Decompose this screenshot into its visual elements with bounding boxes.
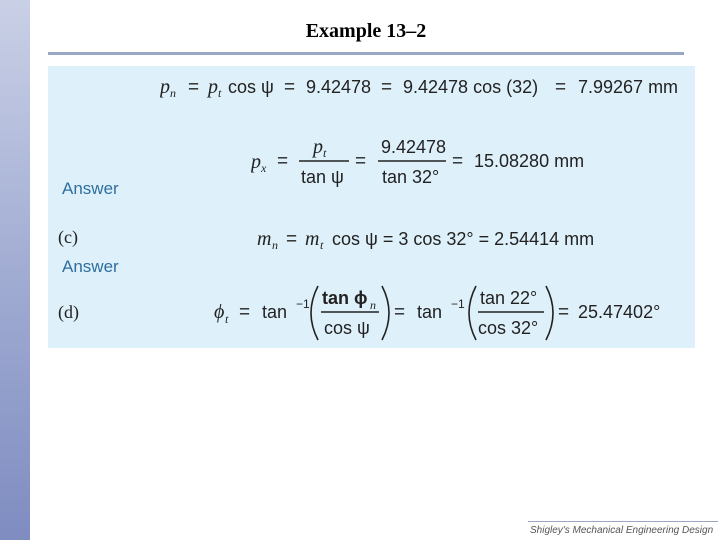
svg-text:=: = [286, 229, 298, 250]
side-decoration-bar [0, 0, 30, 540]
phit-num2: tan 22° [480, 288, 538, 308]
paren-left-1 [311, 286, 318, 340]
pn-lhs: p [160, 76, 170, 98]
phit-den1: cos ψ [324, 318, 370, 338]
svg-text:=: = [188, 77, 200, 98]
svg-text:=: = [394, 302, 406, 323]
phit-sup-1: −1 [296, 297, 310, 311]
svg-text:=: = [452, 151, 464, 172]
svg-text:=: = [558, 302, 570, 323]
pn-value-2: 9.42478 cos (32) [403, 77, 539, 97]
title-underline [48, 52, 684, 55]
equation-mn [257, 224, 637, 254]
answer-label-2: Answer [62, 257, 119, 276]
equation-phit [214, 282, 674, 344]
footer-rule [528, 521, 718, 522]
pn-cos-psi: cos ψ [228, 77, 274, 97]
phit-tan-1: tan [262, 302, 288, 322]
pn-term1: p [208, 76, 218, 98]
equation-px [251, 133, 611, 193]
answer-label-1: Answer [62, 179, 119, 198]
paren-left-2 [469, 286, 476, 340]
phit-sup-2: −1 [451, 297, 465, 311]
part-c-label: (c) [58, 227, 78, 247]
paren-right-2 [546, 286, 553, 340]
svg-text:=: = [239, 302, 251, 323]
part-d-label: (d) [58, 302, 79, 322]
px-lhs-sub: x [261, 161, 267, 175]
paren-right-1 [382, 286, 389, 340]
slide-title: Example 13–2 [305, 20, 427, 42]
phit-num1-sub: n [370, 298, 376, 312]
mn-rest: cos ψ = 3 cos 32° = 2.54414 mm [332, 229, 595, 249]
equation-pn [160, 72, 695, 102]
phit-lhs-sub: t [225, 312, 229, 326]
pn-lhs-sub: n [170, 86, 176, 100]
svg-text:=: = [277, 151, 289, 172]
pn-result: 7.99267 mm [578, 77, 679, 97]
mn-lhs: m [257, 228, 272, 250]
mn-lhs-sub: n [272, 238, 278, 252]
px-den2: tan 32° [382, 167, 440, 187]
phit-tan-2: tan [417, 302, 443, 322]
svg-text:=: = [355, 151, 367, 172]
phit-result: 25.47402° [578, 302, 661, 322]
px-num2: 9.42478 [381, 137, 447, 157]
px-num1: p [313, 136, 323, 158]
phit-lhs: ϕ [214, 301, 225, 323]
svg-text:=: = [284, 77, 296, 98]
mn-term1: m [305, 228, 320, 250]
svg-text:=: = [555, 77, 567, 98]
mn-term1-sub: t [320, 238, 324, 252]
px-den1: tan ψ [301, 167, 344, 187]
phit-den2: cos 32° [478, 318, 539, 338]
pn-value-1: 9.42478 [306, 77, 372, 97]
phit-num1: tan ϕ [322, 288, 368, 308]
svg-text:=: = [381, 77, 393, 98]
pn-term1-sub: t [218, 86, 222, 100]
px-result: 15.08280 mm [474, 151, 585, 171]
footer-credit: Shigley's Mechanical Engineering Design [530, 525, 714, 536]
px-lhs: p [251, 151, 261, 173]
px-num1-sub: t [323, 146, 327, 160]
